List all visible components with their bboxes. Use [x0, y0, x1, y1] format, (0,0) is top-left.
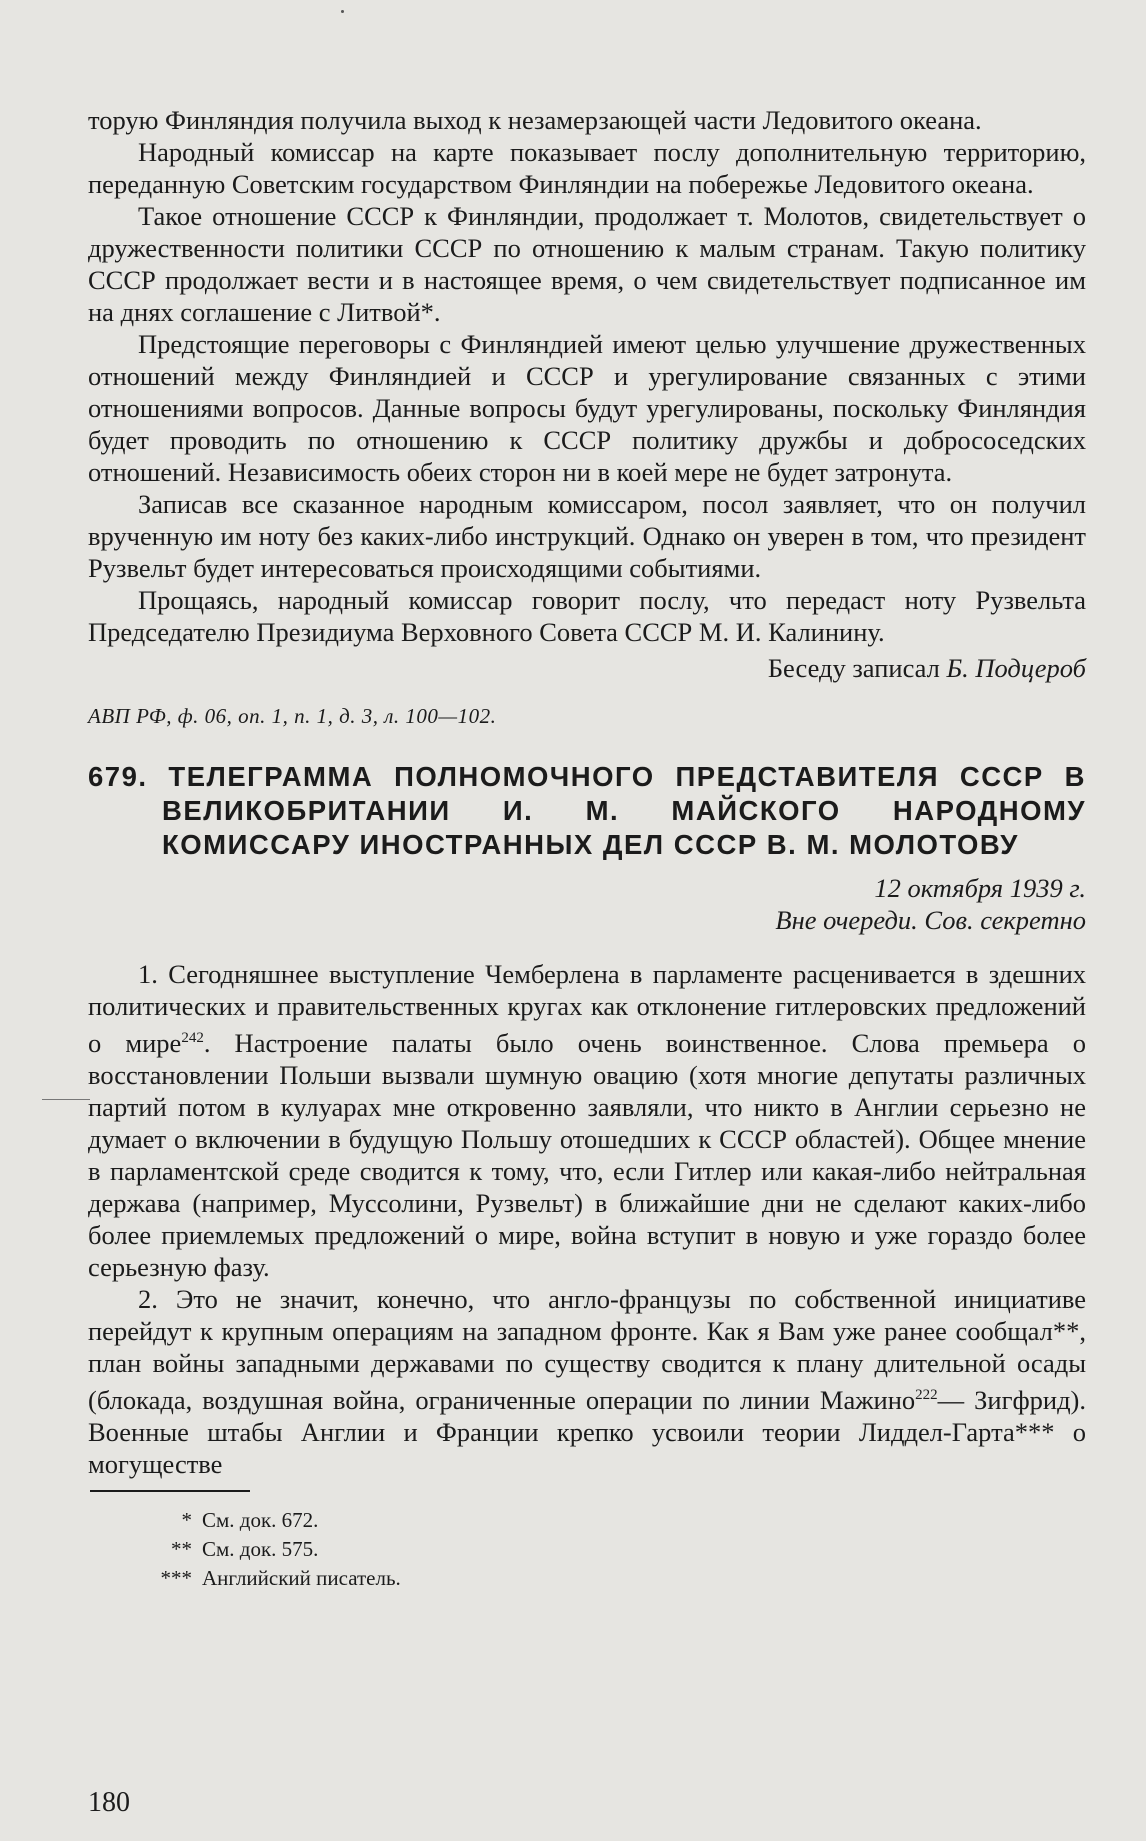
- paragraph: Такое отношение СССР к Финляндии, продолжает т. Молотов, свидетельствует о дружественности политики СССР по отношению к малым странам. Такую политику СССР продолжает вести и в настоящее время, о чем свидетельствует подписанное им на днях соглашение с Литвой*.: [88, 201, 1086, 327]
- signature-prefix: Беседу записал: [767, 653, 940, 683]
- document-title: 679. ТЕЛЕГРАММА ПОЛНОМОЧНОГО ПРЕДСТАВИТЕЛЯ СССР В ВЕЛИКОБРИТАНИИ И. М. МАЙСКОГО НАРОДНОМУ КОМИССАРУ ИНОСТРАННЫХ ДЕЛ СССР В. М. МОЛОТОВУ: [88, 761, 1086, 860]
- paragraph: Прощаясь, народный комиссар говорит послу, что передаст ноту Рузвельта Председателю Президиума Верховного Совета СССР М. И. Калинину.: [88, 585, 1086, 647]
- paragraph: [88, 958, 1086, 1283]
- footnote-mark: **: [171, 1536, 192, 1561]
- archive-source: АВП РФ, ф. 06, оп. 1, п. 1, д. 3, л. 100—102.: [88, 704, 497, 728]
- document-classification: Вне очереди. Сов. секретно: [775, 905, 1086, 935]
- paragraph: Записав все сказанное народным комиссаром, посол заявляет, что он получил врученную им ноту без каких-либо инструкций. Однако он уверен в том, что президент Рузвельт будет интересоваться происходящими событиями.: [88, 489, 1086, 583]
- paragraph: торую Финляндия получила выход к незамерзающей части Ледовитого океана.: [88, 105, 982, 135]
- endnote-ref: 222: [915, 1386, 938, 1403]
- footnote-mark: ***: [160, 1565, 192, 1590]
- scan-speck: [341, 10, 344, 13]
- footnote-mark: *: [181, 1507, 192, 1532]
- footnote-text: См. док. 575.: [202, 1536, 319, 1561]
- signature-name: Б. Подцероб: [946, 653, 1086, 683]
- document-date: 12 октября 1939 г.: [874, 873, 1086, 903]
- footnote-divider: [90, 1490, 250, 1492]
- footnote-text: См. док. 672.: [202, 1507, 319, 1532]
- endnote-ref: 242: [181, 1030, 204, 1046]
- footnote: [88, 1564, 1086, 1593]
- paragraph: Предстоящие переговоры с Финляндией имеют целью улучшение дружественных отношений между Финляндией и СССР и урегулирование связанных с этими отношениями вопросов. Данные вопросы будут урегулированы, поскольку Финляндия будет проводить по отношению к СССР политику дружбы и добрососедских отношений. Независимость обеих сторон ни в коей мере не будет затронута.: [88, 329, 1086, 487]
- margin-pencil-mark: [42, 1099, 90, 1100]
- footnote-text: Английский писатель.: [202, 1565, 401, 1590]
- footnote: [88, 1506, 1086, 1535]
- paragraph-text: 2. Это не значит, конечно, что англо-французы по собственной инициативе перейдут к крупным операциям на западном фронте. Как я Вам уже ранее сообщал**, план войны западными державами по существу сводится к плану длительной осады (блокада, воздушная война, ограниченные операции по линии Мажино: [88, 1283, 1086, 1415]
- paragraph: [88, 1283, 1086, 1480]
- paragraph-text: — Зигфрид). Военные штабы Англии и Франции крепко усвоили теории Лиддел-Гарта*** о могуществе: [88, 1384, 1086, 1479]
- page-number: 180: [88, 1787, 130, 1818]
- signature-line: [88, 652, 1086, 684]
- page-content: [88, 104, 1086, 1593]
- paragraph: Народный комиссар на карте показывает послу дополнительную территорию, переданную Советским государством Финляндии на побережье Ледовитого океана.: [88, 137, 1086, 199]
- paragraph-text: . Настроение палаты было очень воинственное. Слова премьера о восстановлении Польши вызвали шумную овацию (хотя многие депутаты различных партий потом в кулуарах мне откровенно заявляли, что никто в Англии серьезно не думает о включении в будущую Польшу отошедших к СССР областей). Общее мнение в парламентской среде сводится к тому, что, если Гитлер или какая-либо нейтральная держава (например, Муссолини, Рузвельт) в ближайшие дни не сделают каких-либо более приемлемых предложений о мире, война вступит в новую и уже гораздо более серьезную фазу.: [88, 1027, 1086, 1282]
- paragraph-text: 1. Сегодняшнее выступление Чемберлена в парламенте расценивается в здешних политических и правительственных кругах как отклонение гитлеровских предложений о мире: [88, 959, 1086, 1058]
- date-block: [88, 872, 1086, 936]
- footnotes: [88, 1506, 1086, 1593]
- footnote: [88, 1535, 1086, 1564]
